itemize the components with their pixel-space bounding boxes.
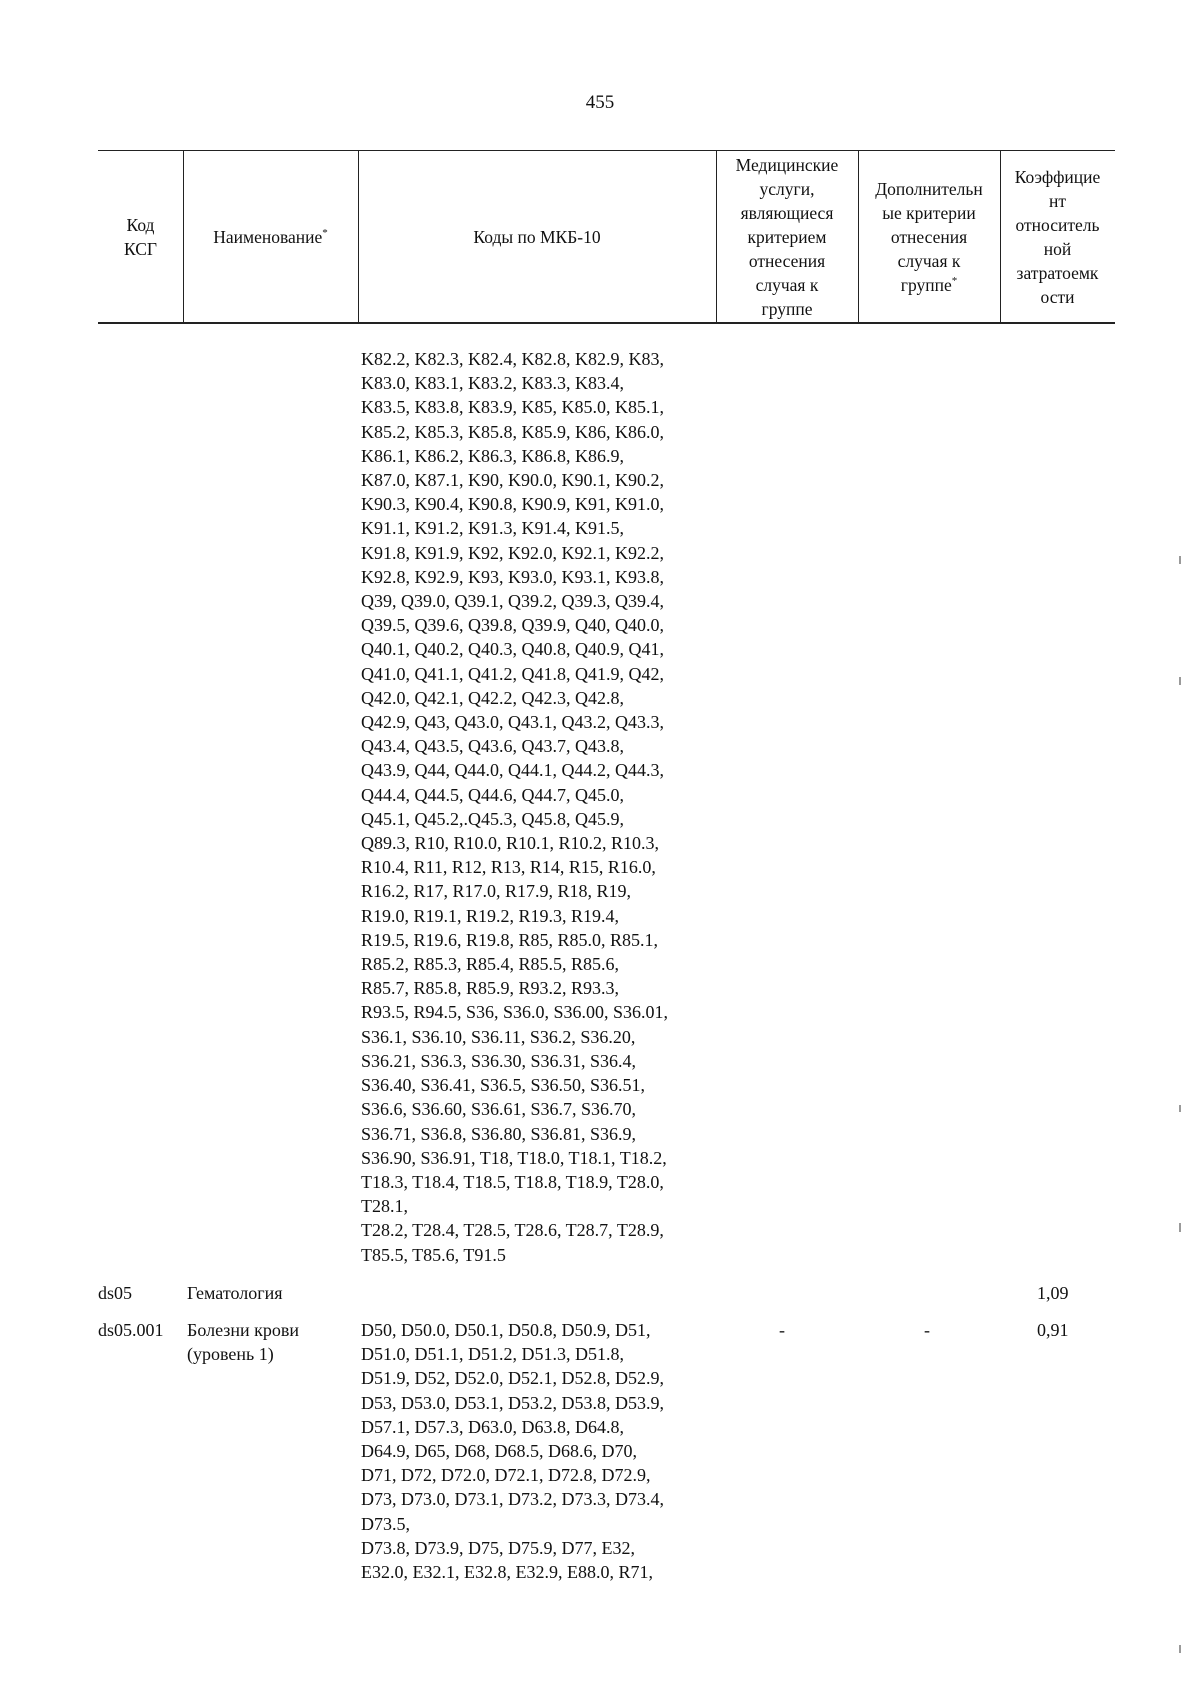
- scan-artifact: [1179, 1105, 1181, 1112]
- table-header: [98, 150, 1115, 324]
- mkb-code-line: K87.0, K87.1, K90, K90.0, K90.1, K90.2,: [361, 470, 664, 491]
- scan-artifact: [1179, 1223, 1181, 1232]
- mkb-code-line: K91.8, K91.9, K92, K92.0, K92.1, K92.2,: [361, 542, 664, 563]
- mkb-code-line: K86.1, K86.2, K86.3, K86.8, K86.9,: [361, 445, 624, 466]
- header-coef: [1000, 151, 1115, 322]
- item-mkb-codes: [361, 1318, 721, 1584]
- header-coef-line: ной: [1043, 238, 1072, 259]
- header-name-text: Наименование: [213, 226, 323, 247]
- mkb-code-line: Q42.0, Q42.1, Q42.2, Q42.3, Q42.8,: [361, 687, 624, 708]
- mkb-code-line: R16.2, R17, R17.0, R17.9, R18, R19,: [361, 881, 632, 902]
- mkb-code-line: Q43.4, Q43.5, Q43.6, Q43.7, Q43.8,: [361, 736, 624, 757]
- header-services-line: являющиеся: [740, 203, 834, 223]
- mkb-code-line: K82.2, K82.3, K82.4, K82.8, K82.9, K83,: [361, 349, 664, 369]
- mkb-code-line: D51.9, D52, D52.0, D52.1, D52.8, D52.9,: [361, 1368, 664, 1389]
- mkb-code-line: R93.5, R94.5, S36, S36.0, S36.00, S36.01,: [361, 1002, 669, 1023]
- group-coef: 1,09: [1037, 1283, 1069, 1303]
- mkb-code-line: R85.7, R85.8, R85.9, R93.2, R93.3,: [361, 978, 620, 999]
- mkb-code-line: Q89.3, R10, R10.0, R10.1, R10.2, R10.3,: [361, 833, 660, 854]
- header-services-line: критерием: [747, 227, 827, 247]
- item-code: ds05.001: [98, 1320, 164, 1340]
- header-name: [183, 151, 358, 322]
- scan-artifact: [1179, 556, 1181, 564]
- footnote-mark: *: [322, 226, 328, 239]
- header-services-line: группе: [761, 299, 813, 319]
- mkb-code-line: S36.1, S36.10, S36.11, S36.2, S36.20,: [361, 1026, 636, 1047]
- mkb-code-line: Q44.4, Q44.5, Q44.6, Q44.7, Q45.0,: [361, 784, 624, 805]
- mkb-code-line: K92.8, K92.9, K93, K93.0, K93.1, K93.8,: [361, 566, 664, 587]
- item-coef: 0,91: [1037, 1320, 1069, 1340]
- mkb-code-line: Q45.1, Q45.2,.Q45.3, Q45.8, Q45.9,: [361, 808, 624, 829]
- group-name: Гематология: [187, 1283, 283, 1303]
- header-services-line: услуги,: [759, 179, 815, 199]
- continued-mkb-codes: [361, 347, 721, 1267]
- header-services-line: случая к: [755, 275, 819, 295]
- footnote-mark: *: [951, 274, 958, 287]
- mkb-code-line: D71, D72, D72.0, D72.1, D72.8, D72.9,: [361, 1465, 651, 1486]
- mkb-code-line: D73.8, D73.9, D75, D75.9, D77, E32,: [361, 1537, 635, 1558]
- mkb-code-line: Q40.1, Q40.2, Q40.3, Q40.8, Q40.9, Q41,: [361, 639, 664, 660]
- scan-artifact: [1179, 1645, 1181, 1653]
- item-services: -: [779, 1320, 785, 1340]
- header-coef-line: относитель: [1015, 214, 1100, 235]
- mkb-code-line: T18.3, T18.4, T18.5, T18.8, T18.9, T28.0,: [361, 1171, 664, 1192]
- header-coef-line: затратоемк: [1016, 262, 1099, 283]
- mkb-code-line: T28.1,: [361, 1196, 408, 1217]
- header-mkb: [358, 151, 716, 322]
- mkb-code-line: S36.90, S36.91, T18, T18.0, T18.1, T18.2,: [361, 1147, 667, 1168]
- header-coef-line: ости: [1040, 286, 1075, 307]
- scan-artifact: [1179, 677, 1181, 685]
- group-code: ds05: [98, 1283, 133, 1303]
- header-coef-line: Коэффицие: [1014, 166, 1101, 187]
- mkb-code-line: T85.5, T85.6, T91.5: [361, 1244, 506, 1265]
- header-additional-line: ые критерии: [882, 202, 976, 223]
- header-coef-line: нт: [1048, 190, 1066, 211]
- header-mkb-text: Коды по МКБ-10: [473, 226, 601, 247]
- header-services: [716, 151, 858, 322]
- mkb-code-line: S36.21, S36.3, S36.30, S36.31, S36.4,: [361, 1050, 637, 1071]
- mkb-code-line: Q42.9, Q43, Q43.0, Q43.1, Q43.2, Q43.3,: [361, 712, 664, 733]
- mkb-code-line: K85.2, K85.3, K85.8, K85.9, K86, K86.0,: [361, 421, 664, 442]
- mkb-code-line: D50, D50.0, D50.1, D50.8, D50.9, D51,: [361, 1320, 651, 1340]
- mkb-code-line: D51.0, D51.1, D51.2, D51.3, D51.8,: [361, 1344, 624, 1365]
- mkb-code-line: Q41.0, Q41.1, Q41.2, Q41.8, Q41.9, Q42,: [361, 663, 664, 684]
- mkb-code-line: D53, D53.0, D53.1, D53.2, D53.8, D53.9,: [361, 1392, 664, 1413]
- header-services-line: Медицинские: [735, 155, 839, 175]
- mkb-code-line: K83.5, K83.8, K83.9, K85, K85.0, K85.1,: [361, 397, 664, 418]
- mkb-code-line: K83.0, K83.1, K83.2, K83.3, K83.4,: [361, 373, 624, 394]
- header-additional-line: отнесения: [890, 226, 968, 247]
- page-number: 455: [585, 92, 615, 113]
- item-name: [187, 1318, 299, 1366]
- header-code-line: Код: [126, 214, 155, 235]
- mkb-code-line: R19.5, R19.6, R19.8, R85, R85.0, R85.1,: [361, 929, 659, 950]
- mkb-code-line: R85.2, R85.3, R85.4, R85.5, R85.6,: [361, 954, 620, 975]
- mkb-code-line: Q39.5, Q39.6, Q39.8, Q39.9, Q40, Q40.0,: [361, 615, 664, 636]
- mkb-code-line: S36.71, S36.8, S36.80, S36.81, S36.9,: [361, 1123, 637, 1144]
- mkb-code-line: S36.40, S36.41, S36.5, S36.50, S36.51,: [361, 1075, 646, 1096]
- mkb-code-line: S36.6, S36.60, S36.61, S36.7, S36.70,: [361, 1099, 637, 1120]
- mkb-code-line: D73, D73.0, D73.1, D73.2, D73.3, D73.4,: [361, 1489, 664, 1510]
- mkb-code-line: K91.1, K91.2, K91.3, K91.4, K91.5,: [361, 518, 624, 539]
- item-name-line: (уровень 1): [187, 1344, 274, 1365]
- header-additional: [858, 151, 1000, 322]
- mkb-code-line: T28.2, T28.4, T28.5, T28.6, T28.7, T28.9,: [361, 1220, 664, 1241]
- header-services-line: отнесения: [748, 251, 826, 271]
- mkb-code-line: K90.3, K90.4, K90.8, K90.9, K91, K91.0,: [361, 494, 664, 515]
- mkb-code-line: D73.5,: [361, 1513, 410, 1534]
- mkb-code-line: E32.0, E32.1, E32.8, E32.9, E88.0, R71,: [361, 1562, 653, 1583]
- mkb-code-line: R19.0, R19.1, R19.2, R19.3, R19.4,: [361, 905, 620, 926]
- header-additional-line: Дополнительн: [875, 178, 983, 199]
- item-additional: -: [924, 1320, 930, 1340]
- header-code: [98, 151, 183, 322]
- header-additional-line: случая к: [897, 250, 961, 271]
- mkb-code-line: D64.9, D65, D68, D68.5, D68.6, D70,: [361, 1441, 637, 1462]
- mkb-code-line: Q43.9, Q44, Q44.0, Q44.1, Q44.2, Q44.3,: [361, 760, 664, 781]
- item-name-line: Болезни крови: [187, 1320, 300, 1340]
- header-additional-line: группе*: [900, 274, 958, 295]
- mkb-code-line: D57.1, D57.3, D63.0, D63.8, D64.8,: [361, 1416, 624, 1437]
- mkb-code-line: R10.4, R11, R12, R13, R14, R15, R16.0,: [361, 857, 656, 878]
- header-code-line: КСГ: [123, 238, 158, 259]
- mkb-code-line: Q39, Q39.0, Q39.1, Q39.2, Q39.3, Q39.4,: [361, 591, 664, 612]
